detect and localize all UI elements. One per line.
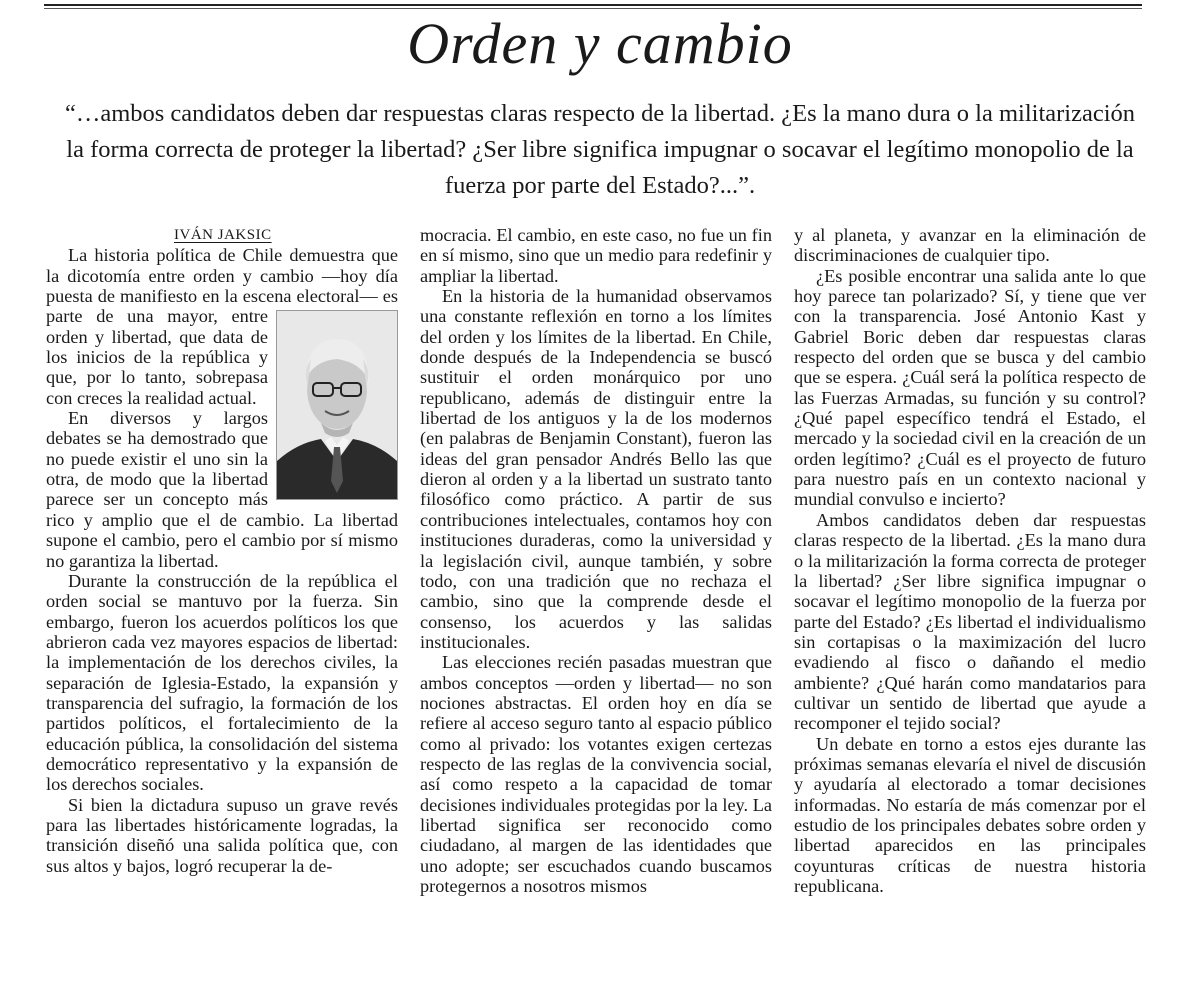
article-column-3 <box>794 225 1146 955</box>
paragraph-continued: y al planeta, y avanzar en la eliminación de discriminaciones de cualquier tipo. <box>794 225 1146 266</box>
paragraph: Ambos candidatos deben dar respuestas claras respecto de la libertad. ¿Es la mano dura o la militarización la forma correcta de proteger la libertad? ¿Ser libre significa impugnar o socavar el legítimo monopolio de la fuerza por parte del Estado? ¿Es libertad el individualismo sin cortapisas o la maximización del lucro evadiendo al fisco o dañando el medio ambiente? ¿Qué harán como mandatarios para cultivar un sentido de libertad que ayude a recomponer el tejido social? <box>794 509 1146 734</box>
paragraph: La historia política de Chile demuestra que la dicotomía entre orden y cambio —hoy día puesta de manifiesto en la escena electoral— es parte de una mayor, entre orden y libertad, que data de los inicios de la república y que, por lo tanto, sobrepasa con creces la realidad actual. <box>46 245 398 408</box>
paragraph: En la historia de la humanidad observamos una constante reflexión en torno a los límites del orden y los límites de la libertad. En Chile, donde después de la Independencia se buscó sustituir el orden monárquico por uno republicano, además de distinguir entre la libertad de los antiguos y la de los modernos (en palabras de Benjamin Constant), fueron las ideas del gran pensador Andrés Bello las que dieron al orden y a la libertad un sustrato tanto filosófico como práctico. A partir de sus contribuciones intelectuales, contamos hoy con instituciones duraderas, como la universidad y la legislación civil, aunque también, y sobre todo, con una tradición que no rechaza el cambio, sino que la comprende desde el consenso, los acuerdos y las salidas institucionales. <box>420 286 772 652</box>
paragraph-continued: mocracia. El cambio, en este caso, no fue un fin en sí mismo, sino que un medio para redefinir y ampliar la libertad. <box>420 225 772 286</box>
paragraph: Las elecciones recién pasadas muestran que ambos conceptos —orden y libertad— no son nociones abstractas. El orden hoy en día se refiere al acceso seguro tanto al espacio público como al privado: los votantes exigen certezas respecto de las reglas de la convivencia social, así como respeto a la capacidad de tomar decisiones individuales protegidas por la ley. La libertad significa ser reconocido como ciudadano, al margen de las identidades que uno adopte; ser escuchados cuando buscamos protegernos a nosotros mismos <box>420 652 772 896</box>
author-byline: IVÁN JAKSIC <box>174 227 272 243</box>
paragraph: Un debate en torno a estos ejes durante las próximas semanas elevaría el nivel de discusión y ayudaría al electorado a tomar decisiones informadas. No estaría de más comenzar por el estudio de los principales debates sobre orden y libertad aparecidos en las principales coyunturas críticas de nuestra historia republicana. <box>794 733 1146 896</box>
paragraph: Si bien la dictadura supuso un grave revés para las libertades históricamente logradas, la transición diseñó una salida política que, con sus altos y bajos, logró recuperar la de- <box>46 794 398 876</box>
article-column-2 <box>420 225 772 955</box>
top-rule-thin <box>44 8 1142 9</box>
article-column-1 <box>46 225 398 955</box>
paragraph: Durante la construcción de la república el orden social se mantuvo por la fuerza. Sin embargo, fueron los acuerdos políticos los que abrieron cada vez mayores espacios de libertad: la implementación de los derechos civiles, la separación de Iglesia-Estado, la expansión y transparencia del sufragio, la formación de los partidos políticos, el fortalecimiento de la educación pública, la consolidación del sistema democrático representativo y la expansión de los derechos sociales. <box>46 570 398 795</box>
author-portrait-photo <box>276 310 398 500</box>
article-deck-quote: “…ambos candidatos deben dar respuestas claras respecto de la libertad. ¿Es la mano dura o la militarización la forma correcta de proteger la libertad? ¿Ser libre significa impugnar o socavar el legítimo monopolio de la fuerza por parte del Estado?...”. <box>64 100 1136 199</box>
paragraph: ¿Es posible encontrar una salida ante lo que hoy parece tan polarizado? Sí, y tiene que ver con la transparencia. José Antonio Kast y Gabriel Boric deben dar respuestas claras respecto del orden que se busca y del cambio que se espera. ¿Cuál será la política respecto de las Fuerzas Armadas, su función y su control? ¿Qué papel específico tendrá el Estado, el mercado y la sociedad civil en la creación de un orden legítimo? ¿Cuál es el proyecto de futuro para nuestro país en un contexto nacional y mundial convulso e incierto? <box>794 265 1146 510</box>
column-1-text <box>46 245 398 876</box>
article-title: Orden y cambio <box>407 11 793 76</box>
paragraph: En diversos y largos debates se ha demostrado que no puede existir el uno sin la otra, de modo que la libertad parece ser un concepto más rico y amplio que el de cambio. La libertad supone el cambio, pero el cambio por sí mismo no garantiza la libertad. <box>46 408 398 571</box>
top-rule <box>44 4 1142 6</box>
